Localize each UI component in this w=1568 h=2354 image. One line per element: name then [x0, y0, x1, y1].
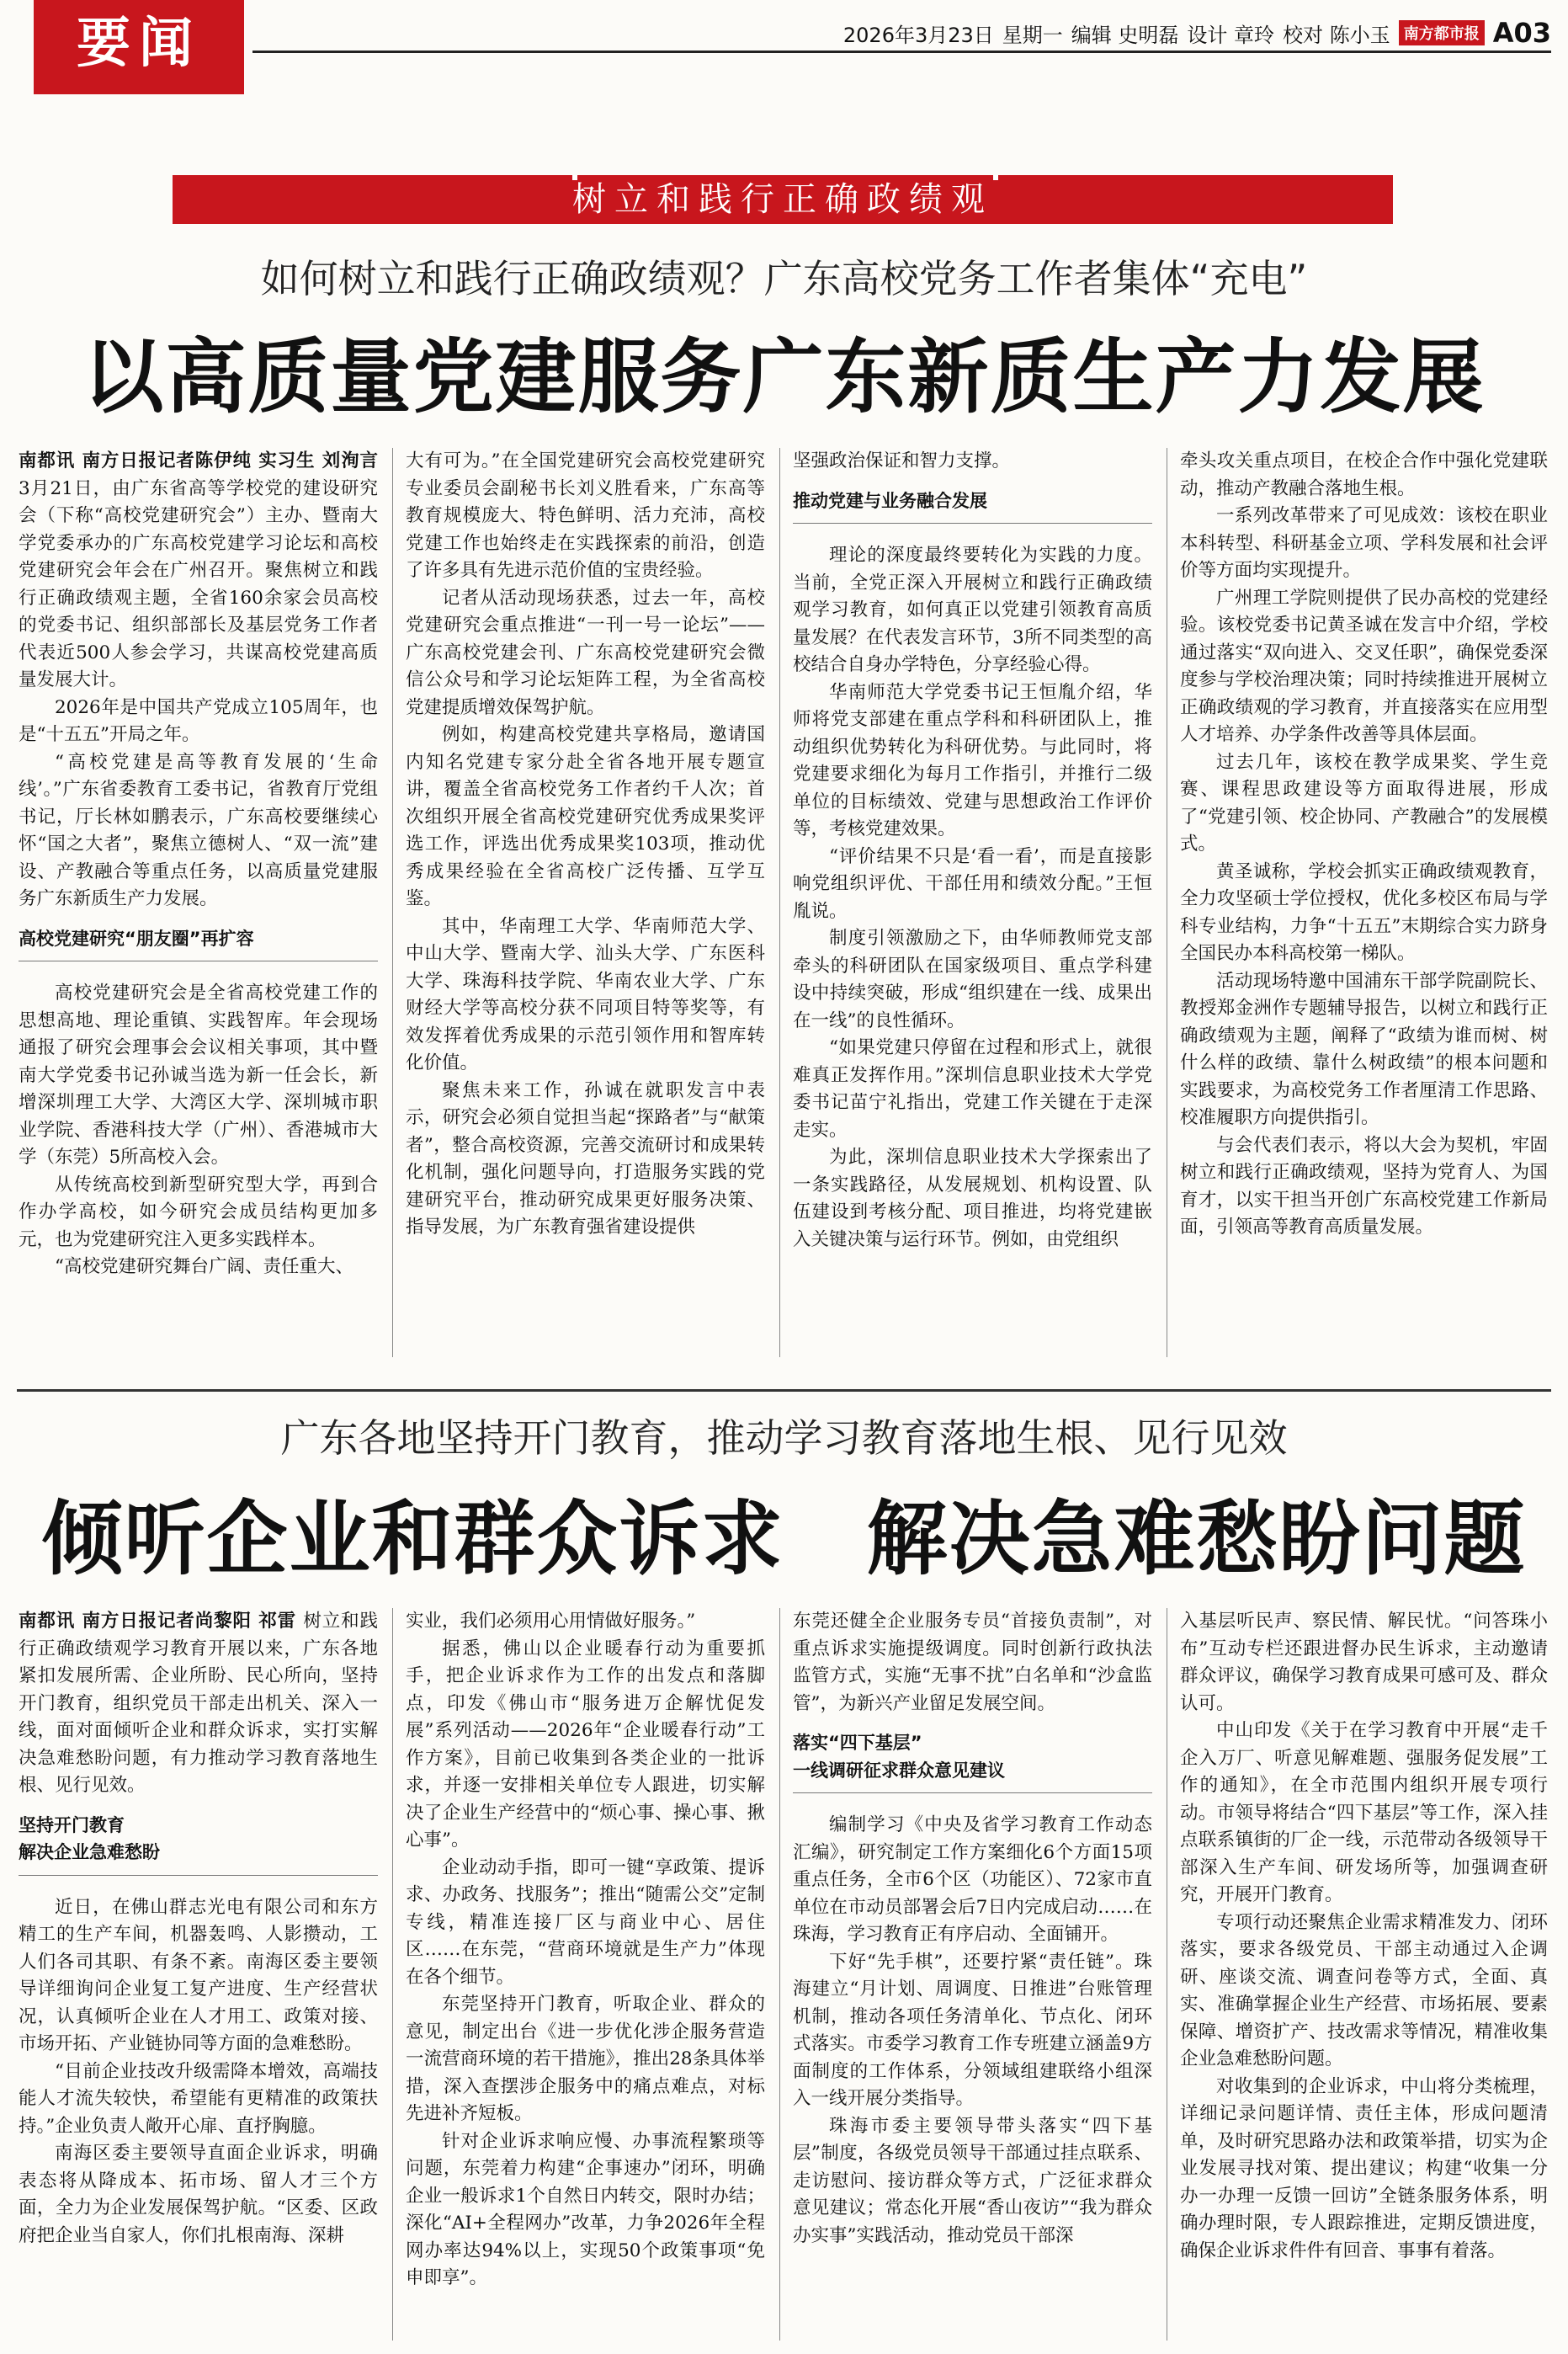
subheading: 推动党建与业务融合发展 [793, 487, 1152, 525]
body-paragraph: 编制学习《中央及省学习教育工作动态汇编》，研究制定工作方案细化6个方面15项重点任务，全市6个区（功能区）、72家市直单位在市动员部署会后7日内完成启动……在珠海，学习教育正有序启动、全面铺开。 [793, 1814, 1152, 1945]
body-paragraph: 聚焦未来工作，孙诚在就职发言中表示，研究会必须自觉担当起“探路者”与“献策者”，整合高校资源，完善交流研讨和成果转化机制，强化问题导向，打造服务实践的党建研究平台，推动研究成果更好服务决策、指导发展，为广东教育强省建设提供 [406, 1079, 765, 1238]
byline: 南都讯 南方日报记者陈伊纯 实习生 刘洵言 [19, 450, 378, 471]
body-paragraph: “如果党建只停留在过程和形式上，就很难真正发挥作用。”深圳信息职业技术大学党委书记苗宁礼指出，党建工作关键在于走深走实。 [793, 1037, 1152, 1141]
designer: 设计 章玲 [1187, 23, 1275, 47]
byline: 南都讯 南方日报记者尚黎阳 祁雷 [19, 1611, 304, 1632]
article1-column-4 [1180, 448, 1548, 1357]
paper-logo: 南方都市报 [1399, 20, 1485, 45]
body-paragraph: 针对企业诉求响应慢、办事流程繁琐等问题，东莞着力构建“企事速办”闭环，明确企业一般诉求1个自然日内转交，限时办结；深化“AI+全程网办”改革，力争2026年全程网办率达94%以上，实现50个政策事项“免申即享”。 [406, 2130, 765, 2288]
body-paragraph: 企业动动手指，即可一键“享政策、提诉求、办政务、找服务”；推出“随需公交”定制专线，精准连接厂区与商业中心、居住区……在东莞，“营商环境就是生产力”体现在各个细节。 [406, 1856, 765, 1988]
column-divider [779, 448, 780, 1357]
article1-column-1 [19, 448, 378, 1357]
section-divider [17, 1389, 1551, 1392]
body-paragraph: 中山印发《关于在学习教育中开展“走千企入万厂、听意见解难题、强服务促发展”工作的通知》，在全市范围内组织开展专项行动。市领导将结合“四下基层”等工作，深入挂点联系镇街的厂企一线，示范带动各级领导干部深入生产车间、研发场所等，加强调查研究，开展开门教育。 [1180, 1720, 1548, 1905]
article2-column-2 [406, 1608, 765, 2341]
body-paragraph: 华南师范大学党委书记王恒胤介绍，华师将党支部建在重点学科和科研团队上，推动组织优势转化为科研优势。与此同时，将党建要求细化为每月工作指引，并推行二级单位的目标绩效、党建与思想政治工作评价等，考核党建效果。 [793, 681, 1152, 839]
body-paragraph: 2026年是中国共产党成立105周年，也是“十五五”开局之年。 [19, 696, 378, 745]
body-paragraph: 从传统高校到新型研究型大学，再到合作办学高校，如今研究会成员结构更加多元，也为党建研究注入更多实践样本。 [19, 1174, 378, 1250]
lead-text: 3月21日，由广东省高等学校党的建设研究会（下称“高校党建研究会”）主办、暨南大学党委承办的广东高校党建学习论坛和高校党建研究会年会在广州召开。聚焦树立和践行正确政绩观主题，全省160余家会员高校的党委书记、组织部部长及基层党务工作者代表近500人参会学习，共谋高校党建高质量发展大计。 [19, 477, 378, 690]
body-paragraph: 珠海市委主要领导带头落实“四下基层”制度，各级党员领导干部通过挂点联系、走访慰问、接访群众等方式，广泛征求群众意见建议；常态化开展“香山夜访”“我为群众办实事”实践活动，推动党员干部深 [793, 2115, 1152, 2246]
body-paragraph: 为此，深圳信息职业技术大学探索出了一条实践路径，从发展规划、机构设置、队伍建设到考核分配、项目推进，均将党建嵌入关键决策与运行环节。例如，由党组织 [793, 1147, 1152, 1250]
header-meta [843, 17, 1551, 49]
body-paragraph: 牵头攻关重点项目，在校企合作中强化党建联动，推动产教融合落地生根。 [1180, 450, 1548, 499]
article2-column-3 [793, 1608, 1152, 2341]
article2-kicker: 广东各地坚持开门教育，推动学习教育落地生根、见行见效 [280, 1415, 1288, 1461]
article2-headline: 倾听企业和群众诉求 解决急难愁盼问题 [41, 1492, 1527, 1586]
subheading: 高校党建研究“朋友圈”再扩容 [19, 925, 378, 962]
topic-ribbon: 树立和践行正确政绩观 [173, 175, 1393, 224]
body-paragraph: 坚强政治保证和智力支撑。 [793, 450, 1011, 471]
column-divider [779, 1608, 780, 2341]
body-paragraph: 南海区委主要领导直面企业诉求，明确表态将从降成本、拓市场、留人才三个方面，全力为企业发展保驾护航。“区委、区政府把企业当自家人，你们扎根南海、深耕 [19, 2143, 378, 2246]
body-paragraph: 下好“先手棋”，还要拧紧“责任链”。珠海建立“月计划、周调度、日推进”台账管理机制，推动各项任务清单化、节点化、闭环式落实。市委学习教育工作专班建立涵盖9方面制度的工作体系，分领域组建联络小组深入一线开展分类指导。 [793, 1951, 1152, 2109]
body-paragraph: 据悉，佛山以企业暖春行动为重要抓手，把企业诉求作为工作的出发点和落脚点，印发《佛山市“服务进万企解忧促发展”系列活动——2026年“企业暖春行动”工作方案》，目前已收集到各类企业的一批诉求，并逐一安排相关单位专人跟进，切实解决了企业生产经营中的“烦心事、操心事、揪心事”。 [406, 1638, 765, 1851]
body-paragraph: 东莞坚持开门教育，听取企业、群众的意见，制定出台《进一步优化涉企服务营造一流营商环境的若干措施》，推出28条具体举措，深入查摆涉企服务中的痛点难点，对标先进补齐短板。 [406, 1994, 765, 2124]
subheading: 落实“四下基层” 一线调研征求群众意见建议 [793, 1729, 1152, 1793]
body-paragraph: “高校党建是高等教育发展的‘生命线’。”广东省委教育工委书记，省教育厅党组书记，厅长林如鹏表示，广东高校要继续心怀“国之大者”，聚焦立德树人、“双一流”建设、产教融合等重点任务，以高质量党建服务广东新质生产力发展。 [19, 751, 378, 909]
body-paragraph: 理论的深度最终要转化为实践的力度。当前，全党正深入开展树立和践行正确政绩观学习教育，如何真正以党建引领教育高质量发展？在代表发言环节，3所不同类型的高校结合自身办学特色，分享经验心得。 [793, 545, 1152, 675]
subheading: 坚持开门教育 解决企业急难愁盼 [19, 1812, 378, 1876]
proofreader: 校对 陈小玉 [1283, 23, 1390, 47]
body-paragraph: 入基层听民声、察民情、解民忧。“问答珠小布”互动专栏还跟进督办民生诉求，主动邀请群众评议，确保学习教育成果可感可及、群众认可。 [1180, 1611, 1548, 1714]
page-number: A03 [1492, 17, 1551, 49]
lead-paragraph [19, 1608, 378, 1800]
body-paragraph: 活动现场特邀中国浦东干部学院副院长、教授郑金洲作专题辅导报告，以树立和践行正确政绩观为主题，阐释了“政绩为谁而树、树什么样的政绩、靠什么树政绩”的根本问题和实践要求，为高校党务工作者厘清工作思路、校准履职方向提供指引。 [1180, 970, 1548, 1128]
body-paragraph: 与会代表们表示，将以大会为契机，牢固树立和践行正确政绩观，坚持为党育人、为国育才，以实干担当开创广东高校党建工作新局面，引领高等教育高质量发展。 [1180, 1134, 1548, 1238]
editor: 编辑 史明磊 [1071, 23, 1179, 47]
header-rule [252, 51, 1551, 53]
body-paragraph: 例如，构建高校党建共享格局，邀请国内知名党建专家分赴全省各地开展专题宣讲，覆盖全省高校党务工作者约千人次；首次组织开展全省高校党建研究优秀成果奖评选工作，评选出优秀成果奖103项，推动优秀成果经验在全省高校广泛传播、互学互鉴。 [406, 724, 765, 909]
body-paragraph: 黄圣诚称，学校会抓实正确政绩观教育，全力攻坚硕士学位授权，优化多校区布局与学科专业结构，力争“十五五”末期综合实力跻身全国民办本科高校第一梯队。 [1180, 860, 1548, 964]
body-paragraph: 实业，我们必须用心用情做好服务。” [406, 1611, 696, 1632]
body-paragraph: 制度引领激励之下，由华师教师党支部牵头的科研团队在国家级项目、重点学科建设中持续突破，形成“组织建在一线、成果出在一线”的良性循环。 [793, 928, 1152, 1031]
body-paragraph: “目前企业技改升级需降本增效，高端技能人才流失较快，希望能有更精准的政策扶持。”企业负责人敞开心扉、直抒胸臆。 [19, 2060, 378, 2137]
body-paragraph: 高校党建研究会是全省高校党建工作的思想高地、理论重镇、实践智库。年会现场通报了研究会理事会会议相关事项，其中暨南大学党委书记孙诚当选为新一任会长，新增深圳理工大学、大湾区大学、深圳城市职业学院、香港科技大学（广州）、香港城市大学（东莞）5所高校入会。 [19, 983, 378, 1168]
article1-column-3 [793, 448, 1152, 1357]
body-paragraph: 专项行动还聚焦企业需求精准发力、闭环落实，要求各级党员、干部主动通过入企调研、座谈交流、调查问卷等方式，全面、真实、准确掌握企业生产经营、市场拓展、要素保障、增资扩产、技改需求等情况，精准收集企业急难愁盼问题。 [1180, 1911, 1548, 2069]
body-paragraph: “评价结果不只是‘看一看’，而是直接影响党组织评优、干部任用和绩效分配。”王恒胤说。 [793, 845, 1152, 922]
column-divider [392, 448, 393, 1357]
article1-column-2 [406, 448, 765, 1357]
body-paragraph: “高校党建研究舞台广阔、责任重大、 [55, 1256, 353, 1277]
body-paragraph: 一系列改革带来了可见成效：该校在职业本科转型、科研基金立项、学科发展和社会评价等方面均实现提升。 [1180, 505, 1548, 581]
lead-paragraph [19, 448, 378, 695]
body-paragraph: 东莞还健全企业服务专员“首接负责制”，对重点诉求实施提级调度。同时创新行政执法监管方式，实施“无事不扰”白名单和“沙盒监管”，为新兴产业留足发展空间。 [793, 1611, 1152, 1714]
date: 2026年3月23日 [842, 23, 994, 47]
body-paragraph: 记者从活动现场获悉，过去一年，高校党建研究会重点推进“一刊一号一论坛”——广东高校党建会刊、广东高校党建研究会微信公众号和学习论坛矩阵工程，为全省高校党建提质增效保驾护航。 [406, 587, 765, 718]
body-paragraph: 对收集到的企业诉求，中山将分类梳理，详细记录问题详情、责任主体，形成问题清单，及时研究思路办法和政策举措，切实为企业发展寻找对策、提出建议；构建“收集一分办一办理一反馈一回访”全链条服务体系，明确办理时限，专人跟踪推进，定期反馈进度，确保企业诉求件件有回音、事事有着落。 [1180, 2075, 1548, 2261]
article2-column-1 [19, 1608, 378, 2341]
body-paragraph: 过去几年，该校在教学成果奖、学生竞赛、课程思政建设等方面取得进展，形成了“党建引领、校企协同、产教融合”的发展模式。 [1180, 751, 1548, 855]
article1-kicker: 如何树立和践行正确政绩观？广东高校党务工作者集体“充电” [260, 256, 1308, 301]
section-tag: 要闻 [34, 0, 244, 94]
body-paragraph: 近日，在佛山群志光电有限公司和东方精工的生产车间，机器轰鸣、人影攒动，工人们各司其职、有条不紊。南海区委主要领导详细询问企业复工复产进度、生产经营状况，认真倾听企业在人才用工、政策对接、市场开拓、产业链协同等方面的急难愁盼。 [19, 1896, 378, 2054]
body-paragraph: 广州理工学院则提供了民办高校的党建经验。该校党委书记黄圣诚在发言中介绍，学校通过落实“双向进入、交叉任职”，确保党委深度参与学校治理决策；同时持续推进开展树立正确政绩观的学习教育，并直接落实在应用型人才培养、办学条件改善等具体层面。 [1180, 587, 1548, 745]
weekday: 星期一 [1002, 23, 1063, 47]
lead-text: 树立和践行正确政绩观学习教育开展以来，广东各地紧扣发展所需、企业所盼、民心所向，坚持开门教育，组织党员干部走出机关、深入一线，面对面倾听企业和群众诉求，实打实解决急难愁盼问题，有力推动学习教育落地生根、见行见效。 [19, 1611, 378, 1796]
body-paragraph: 大有可为。”在全国党建研究会高校党建研究专业委员会副秘书长刘义胜看来，广东高等教育规模庞大、特色鲜明、活力充沛，高校党建工作也始终走在实践探索的前沿，创造了许多具有先进示范价值的宝贵经验。 [406, 450, 765, 581]
column-divider [392, 1608, 393, 2341]
body-paragraph: 其中，华南理工大学、华南师范大学、中山大学、暨南大学、汕头大学、广东医科大学、珠海科技学院、华南农业大学、广东财经大学等高校分获不同项目特等奖等，有效发挥着优秀成果的示范引领作用和智库转化价值。 [406, 915, 765, 1073]
article1-headline: 以高质量党建服务广东新质生产力发展 [82, 330, 1486, 424]
article2-column-4 [1180, 1608, 1548, 2341]
